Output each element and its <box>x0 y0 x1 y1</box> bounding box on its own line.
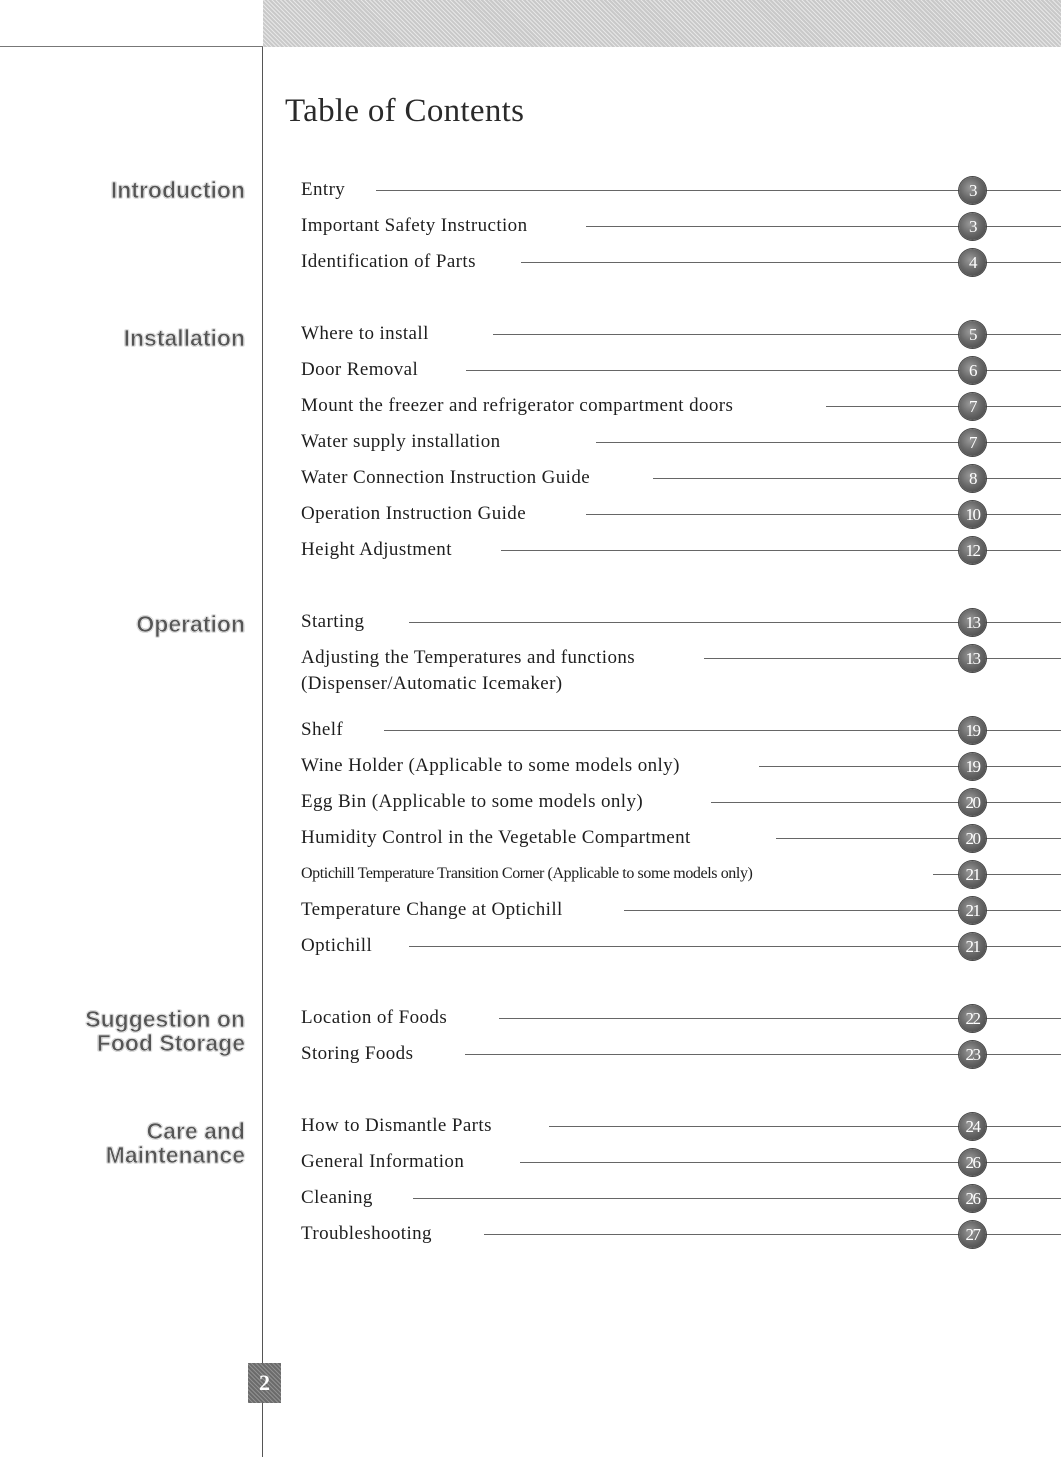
entry-title: Optichill Temperature Transition Corner (Applicable to some models only) <box>301 865 753 882</box>
entry-subtitle: (Dispenser/Automatic Icemaker) <box>301 673 563 694</box>
page-number-badge: 10 <box>959 501 986 528</box>
entry-title: Egg Bin (Applicable to some models only) <box>301 791 644 812</box>
entry-title: Mount the freezer and refrigerator compartment doors <box>301 395 734 416</box>
dotted-leader <box>933 874 1061 875</box>
section-label-line: Operation <box>136 611 245 637</box>
page-number-badge: 13 <box>959 609 986 636</box>
header-band <box>263 0 1061 47</box>
section-label-operation <box>136 612 245 636</box>
section-label-introduction <box>111 178 245 202</box>
section-label-care <box>106 1119 245 1167</box>
entry-title: Cleaning <box>301 1187 373 1208</box>
entry-title: Location of Foods <box>301 1007 448 1028</box>
page-number-badge: 19 <box>959 717 986 744</box>
page-number-badge: 7 <box>959 393 986 420</box>
section-label-line: Installation <box>123 325 245 351</box>
page-number-badge: 23 <box>959 1041 986 1068</box>
page-number-badge: 27 <box>959 1221 986 1248</box>
entry-title: Door Removal <box>301 359 419 380</box>
page-number-badge: 22 <box>959 1005 986 1032</box>
section-label-line: Introduction <box>110 177 245 203</box>
entry-title: How to Dismantle Parts <box>301 1115 492 1136</box>
page-number-badge: 13 <box>959 645 986 672</box>
page-number-badge: 21 <box>959 933 986 960</box>
page-number-badge: 21 <box>959 861 986 888</box>
entry-title: Water supply installation <box>301 431 501 452</box>
entry-title: Operation Instruction Guide <box>301 503 527 524</box>
page-number-badge: 26 <box>959 1149 986 1176</box>
entry-title: Temperature Change at Optichill <box>301 899 563 920</box>
page-number-badge: 6 <box>959 357 986 384</box>
header-rule <box>0 46 263 47</box>
page-number-box: 2 <box>248 1363 281 1403</box>
page-number-badge: 7 <box>959 429 986 456</box>
page-number-badge: 20 <box>959 825 986 852</box>
section-label-line: Maintenance <box>105 1142 245 1168</box>
section-label-installation <box>124 326 245 350</box>
entry-title: General Information <box>301 1151 465 1172</box>
section-label-line: Suggestion on <box>85 1006 245 1032</box>
dotted-leader <box>711 802 1061 803</box>
entry-title: Troubleshooting <box>301 1223 432 1244</box>
dotted-leader <box>704 658 1061 659</box>
page-number-badge: 3 <box>959 177 986 204</box>
dotted-leader <box>624 910 1061 911</box>
dotted-leader <box>586 514 1061 515</box>
page-number-badge: 3 <box>959 213 986 240</box>
entry-title: Adjusting the Temperatures and functions <box>301 647 636 668</box>
page-title: Table of Contents <box>285 93 525 129</box>
page-number-badge: 5 <box>959 321 986 348</box>
section-label-food-storage <box>85 1007 245 1055</box>
page-number-badge: 12 <box>959 537 986 564</box>
entry-title: Optichill <box>301 935 373 956</box>
section-label-line: Care and <box>146 1118 245 1144</box>
page-number-badge: 4 <box>959 249 986 276</box>
entry-title: Wine Holder (Applicable to some models only) <box>301 755 680 776</box>
section-label-line: Food Storage <box>96 1030 245 1056</box>
entry-title: Water Connection Instruction Guide <box>301 467 591 488</box>
vertical-divider <box>262 47 263 1457</box>
page-number-badge: 8 <box>959 465 986 492</box>
entry-title: Identification of Parts <box>301 251 476 272</box>
entry-title: Storing Foods <box>301 1043 414 1064</box>
entry-title: Starting <box>301 611 365 632</box>
entry-title: Where to install <box>301 323 429 344</box>
entry-title: Height Adjustment <box>301 539 452 560</box>
dotted-leader <box>759 766 1061 767</box>
dotted-leader <box>653 478 1061 479</box>
page-number-badge: 21 <box>959 897 986 924</box>
entry-title: Humidity Control in the Vegetable Compartment <box>301 827 691 848</box>
dotted-leader <box>826 406 1061 407</box>
entry-title: Important Safety Instruction <box>301 215 528 236</box>
page-number-badge: 19 <box>959 753 986 780</box>
dotted-leader <box>586 226 1061 227</box>
page-number-badge: 20 <box>959 789 986 816</box>
dotted-leader <box>776 838 1061 839</box>
entry-title: Shelf <box>301 719 344 740</box>
page-number-badge: 26 <box>959 1185 986 1212</box>
dotted-leader <box>596 442 1061 443</box>
entry-title: Entry <box>301 179 346 200</box>
page-number-badge: 24 <box>959 1113 986 1140</box>
